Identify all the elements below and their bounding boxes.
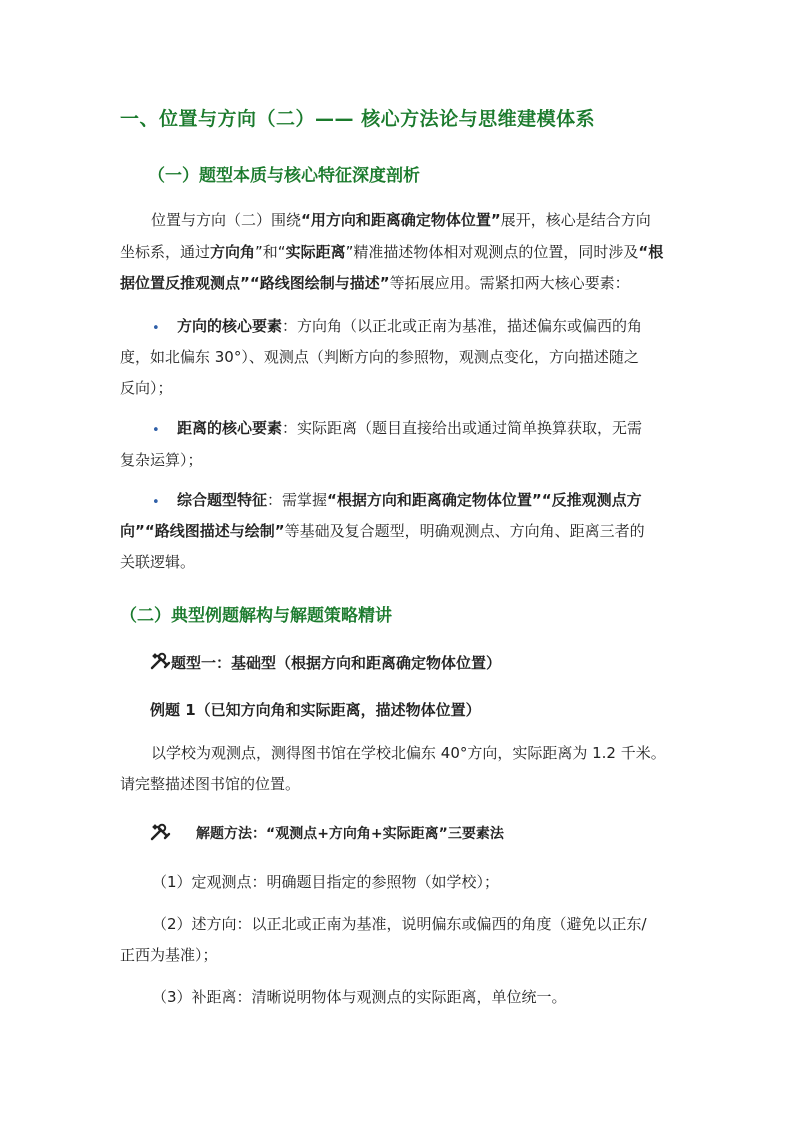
bullet-1-line-2: 度，如北偏东 30°）、观测点（判断方向的参照物，观测点变化，方向描述随之: [120, 348, 639, 366]
intro-line-3: 据位置反推观测点”“路线图绘制与描述”等拓展应用。需紧扣两大核心要素：: [120, 274, 630, 292]
question-type-1: 题型一：基础型（根据方向和距离确定物体位置）: [171, 654, 502, 672]
section1-heading: （一）题型本质与核心特征深度剖析: [148, 166, 420, 186]
tools-icon: [150, 823, 172, 845]
bullet-marker: •: [152, 495, 160, 510]
step-2-line-2: 正西为基准）；: [120, 946, 218, 964]
problem-line-1: 以学校为观测点，测得图书馆在学校北偏东 40°方向，实际距离为 1.2 千米。: [151, 744, 666, 762]
bullet-3-line-2: 向”“路线图描述与绘制”等基础及复合题型，明确观测点、方向角、距离三者的: [120, 522, 645, 540]
bullet-2-line-2: 复杂运算）；: [120, 451, 203, 469]
section2-heading: （二）典型例题解构与解题策略精讲: [120, 606, 392, 626]
problem-line-2: 请完整描述图书馆的位置。: [120, 775, 301, 793]
solution-method: 解题方法：“观测点+方向角+实际距离”三要素法: [196, 826, 504, 842]
tools-icon: [150, 652, 172, 674]
bullet-3-line-3: 关联逻辑。: [120, 553, 196, 571]
bullet-2-line-1: 距离的核心要素：实际距离（题目直接给出或通过简单换算获取，无需: [177, 419, 643, 437]
step-1: （1）定观测点：明确题目指定的参照物（如学校）；: [152, 873, 500, 891]
document-title: 一、位置与方向（二）—— 核心方法论与思维建模体系: [120, 108, 596, 130]
step-2-line-1: （2）述方向：以正北或正南为基准，说明偏东或偏西的角度（避免以正东/: [152, 915, 647, 933]
bullet-1-line-1: 方向的核心要素：方向角（以正北或正南为基准，描述偏东或偏西的角: [177, 317, 643, 335]
example-1-title: 例题 1（已知方向角和实际距离，描述物体位置）: [150, 701, 481, 719]
bullet-3-line-1: 综合题型特征：需掌握“根据方向和距离确定物体位置”“反推观测点方: [177, 491, 642, 509]
step-3: （3）补距离：清晰说明物体与观测点的实际距离，单位统一。: [152, 988, 567, 1006]
bullet-marker: •: [152, 321, 160, 336]
intro-line-1: 位置与方向（二）围绕“用方向和距离确定物体位置”展开，核心是结合方向: [151, 211, 651, 229]
bullet-1-line-3: 反向）；: [120, 379, 173, 397]
bullet-marker: •: [152, 423, 160, 438]
intro-line-2: 坐标系，通过方向角”和“实际距离”精准描述物体相对观测点的位置，同时涉及“根: [120, 243, 664, 261]
